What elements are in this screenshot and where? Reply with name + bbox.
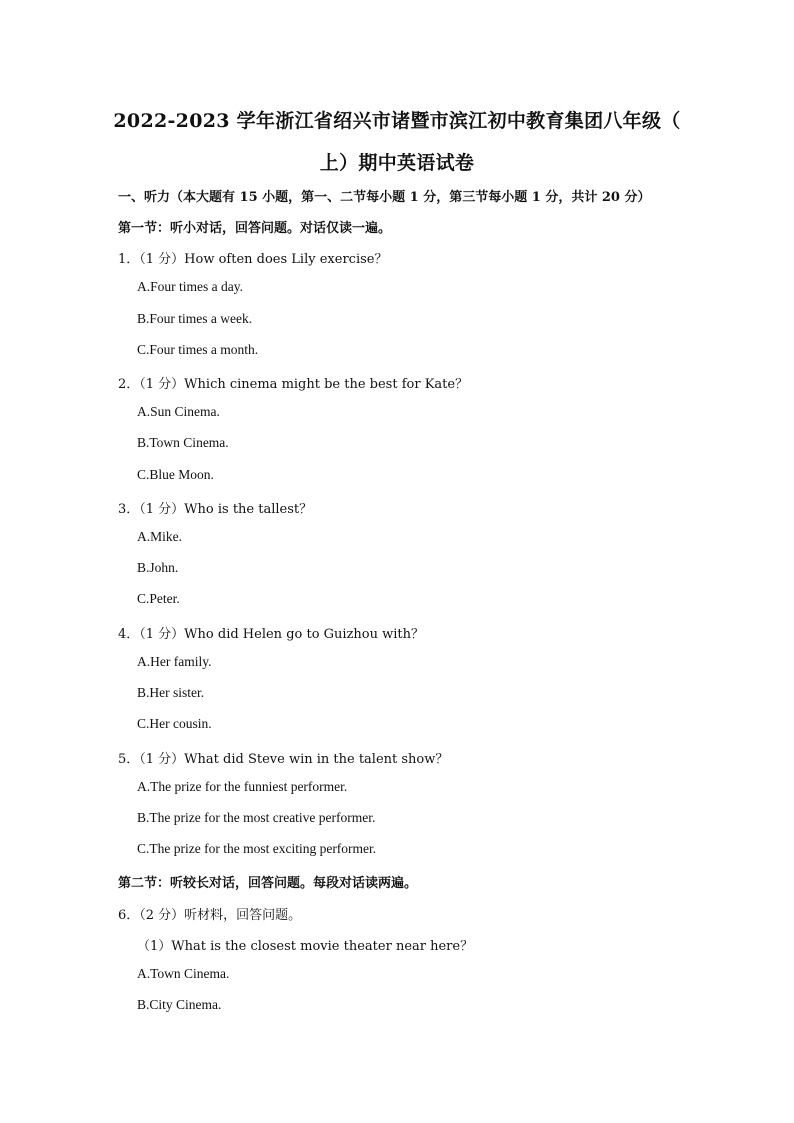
question-1-option-c: C.Four times a month. [137,342,259,357]
question-6-sub-1-option-b: B.City Cinema. [137,997,222,1012]
question-5-option-c: C.The prize for the most exciting performer. [137,841,377,856]
question-2: 2．（1 分）Which cinema might be the best for Kate？ [118,377,469,392]
question-3-option-a: A.Mike. [137,529,182,544]
question-5-option-b: B.The prize for the most creative performer. [137,810,376,825]
question-5: 5．（1 分）What did Steve win in the talent show？ [118,752,449,767]
question-3-option-b: B.John. [137,560,179,575]
question-6-sub-1-option-a: A.Town Cinema. [137,966,230,981]
question-6-sub-1: （1）What is the closest movie theater near here？ [137,939,474,954]
question-2-option-a: A.Sun Cinema. [137,404,220,419]
question-2-option-c: C.Blue Moon. [137,467,214,482]
question-4-option-a: A.Her family. [137,654,212,669]
question-1: 1．（1 分）How often does Lily exercise？ [118,252,388,267]
question-4: 4．（1 分）Who did Helen go to Guizhou with？ [118,627,425,642]
part-1-instruction: 第一节：听小对话，回答问题。对话仅读一遍。 [118,221,392,236]
question-1-option-b: B.Four times a week. [137,311,253,326]
document-title-line-1: 2022-2023 学年浙江省绍兴市诸暨市滨江初中教育集团八年级（ [113,110,681,132]
document-title-line-2: 上）期中英语试卷 [319,152,475,174]
question-3-option-c: C.Peter. [137,591,180,606]
question-1-option-a: A.Four times a day. [137,279,243,294]
question-2-option-b: B.Town Cinema. [137,435,229,450]
question-5-option-a: A.The prize for the funniest performer. [137,779,348,794]
question-4-option-c: C.Her cousin. [137,716,212,731]
section-listening-header: 一、听力（本大题有 15 小题，第一、二节每小题 1 分，第三节每小题 1 分，共计 20 分） [118,190,651,205]
question-6: 6．（2 分）听材料，回答问题。 [118,908,302,923]
part-2-instruction: 第二节：听较长对话，回答问题。每段对话读两遍。 [118,876,418,891]
question-4-option-b: B.Her sister. [137,685,205,700]
question-3: 3．（1 分）Who is the tallest？ [118,502,313,517]
